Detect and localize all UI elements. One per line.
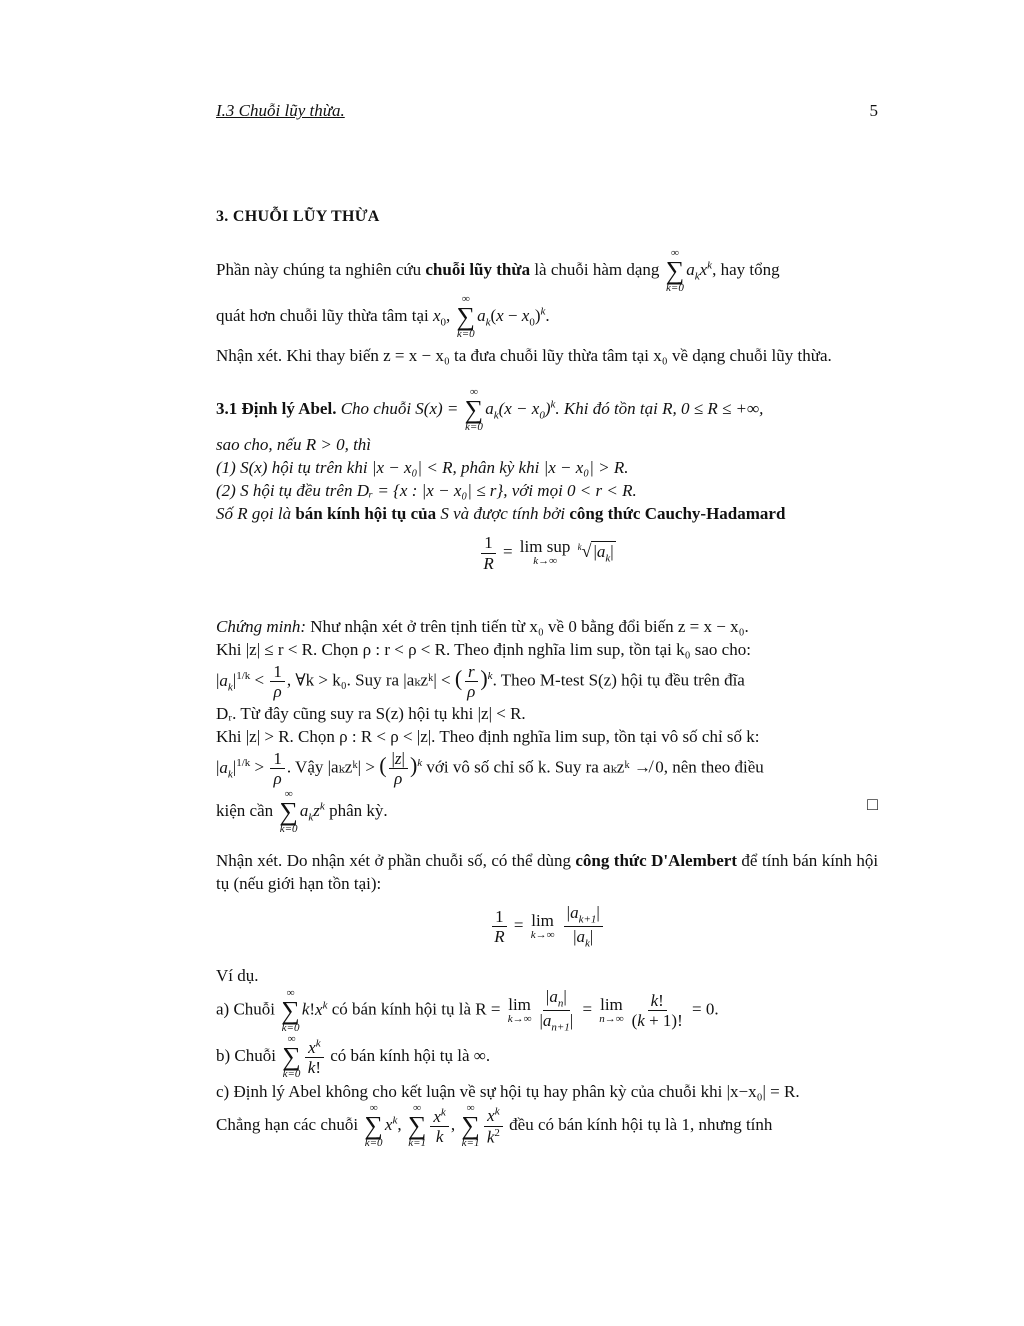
- intro-text-mid: là chuỗi hàm dạng: [534, 259, 660, 279]
- page-body: [216, 205, 878, 1149]
- example-a-start: a) Chuỗi: [216, 999, 276, 1019]
- example-a: a) Chuỗi ∞ ∑ k=0 $k!x^k$ có bán kính hội tụ là R = lim k→∞ $\frac{|a_n|}{|a_{n+1}|}$ = lim n→∞ $\frac{k!}{(k + 1)!}$ = 0.: [216, 986, 719, 1034]
- remark2-text-1: Do nhận xét ở phần chuỗi số, có thể dùng: [286, 851, 571, 871]
- remark2-paragraph: [216, 849, 878, 895]
- sum-symbol: ∞ ∑ k=0: [464, 386, 484, 433]
- remark2-label: Nhận xét.: [216, 851, 283, 871]
- sum-symbol: ∞ ∑ k=1: [461, 1102, 480, 1150]
- proof-line-6: $|a_k|^{1/k}$ > $\frac{1}{\rho}$ . Vậy |aₖzᵏ| > ( $\frac{|z|}{\rho}$ )$^k$ với vô số chỉ số k. Suy ra aₖzᵏ ↛ 0, nên theo điều: [216, 748, 764, 789]
- example-b: b) Chuỗi ∞ ∑ k=0 $\frac{x^k}{k!}$ có bán kính hội tụ là ∞.: [216, 1033, 491, 1081]
- example-c-end: đều có bán kính hội tụ là 1, nhưng tính: [509, 1115, 773, 1135]
- proof-label: Chứng minh:: [216, 617, 307, 637]
- theorem-item-2: (2) S hội tụ đều trên Dᵣ = {x : |x − x₀| ≤ r}, với mọi 0 < r < R.: [216, 481, 637, 500]
- example-a-mid: có bán kính hội tụ là R =: [331, 999, 501, 1019]
- example-c-start: Chẳng hạn các chuỗi: [216, 1115, 359, 1135]
- proof-text-3b: . Theo M-test S(z) hội tụ đều trên đĩa: [492, 670, 745, 690]
- page-number: 5: [869, 101, 878, 120]
- proof-line-5: Khi |z| > R. Chọn ρ : R < ρ < |z|. Theo định nghĩa lim sup, tồn tại vô số chỉ số k:: [216, 727, 760, 747]
- sum-symbol: ∞ ∑ k=1: [407, 1102, 427, 1150]
- theorem-bold-1: bán kính hội tụ của: [295, 504, 437, 523]
- proof-line-4: Dᵣ. Từ đây cũng suy ra S(z) hội tụ khi |z| < R.: [216, 704, 526, 724]
- example-c-1: c) Định lý Abel không cho kết luận về sự hội tụ hay phân kỳ của chuỗi khi |x−x₀| = R.: [216, 1082, 800, 1102]
- intro-text: Phần này chúng ta nghiên cứu: [216, 259, 422, 279]
- theorem-text-3: sao cho, nếu R > 0, thì: [216, 435, 372, 454]
- theorem-text-5: S và được tính bởi: [440, 504, 566, 523]
- running-header: [216, 101, 878, 121]
- sum-symbol: ∞ ∑ k=0: [279, 788, 298, 836]
- proof-line-7: kiện cần ∞ ∑ k=0 $a_kz^k$ phân kỳ. □: [216, 788, 878, 836]
- theorem-text-4: Số R gọi là: [216, 504, 292, 523]
- proof-line-3: $|a_k|^{1/k}$ < $\frac{1}{\rho}$ , ∀k > k₀. Suy ra |aₖzᵏ| < ( $\frac{r}{\rho}$ )$^k$. Theo M-test S(z) hội tụ đều trên đĩa: [216, 661, 745, 702]
- remark-label: Nhận xét.: [216, 346, 283, 365]
- intro-paragraph: Phần này chúng ta nghiên cứu chuỗi lũy thừa là chuỗi hàm dạng ∞ ∑ k=0 $a_kx^k$, hay tổng quát hơn chuỗi lũy thừa tâm tại $x_0$, ∞ ∑ k=0 $a_k(x - x_0)^k$.: [216, 247, 780, 340]
- dalembert-formula: $\frac{1}{R}$ = lim k→∞ $\frac{|a_{k+1}|}{|a_k|}$: [216, 903, 878, 950]
- example-c-2: Chẳng hạn các chuỗi ∞ ∑ k=0 $x^k$, ∞ ∑ k=1 $\frac{x^k}{k}$ , ∞ ∑ k=1 $\frac{x^k}{k^2}$ đều có bán kính hội tụ là 1, nhưng tính: [216, 1102, 773, 1150]
- proof-text-6a: . Vậy |aₖzᵏ| >: [286, 757, 375, 777]
- example-b-start: b) Chuỗi: [216, 1046, 276, 1066]
- theorem-block: 3.1 Định lý Abel. Cho chuỗi S(x) = ∞ ∑ k=0 $a_k(x - x_0)^k$. Khi đó tồn tại R, 0 ≤ R ≤ +∞, sao cho, nếu R > 0, thì (1) S(x) hội tụ trên khi |x − x₀| < R, phân kỳ khi |x − x₀| > R. (2) S hội tụ đều trên Dᵣ = {x : |x − x₀| ≤ r}, với mọi 0 < r < R. Số R gọi là bán kính hội tụ của S và được tính bởi công thức Cauchy-Hadamard: [216, 386, 786, 523]
- remark-text: Khi thay biến z = x − x₀ ta đưa chuỗi lũy thừa tâm tại x₀ về dạng chuỗi lũy thừa.: [286, 346, 832, 365]
- proof-text-7a: kiện cần: [216, 801, 274, 821]
- example-a-end: = 0.: [692, 999, 719, 1019]
- proof-line-2: Khi |z| ≤ r < R. Chọn ρ : r < ρ < R. Theo định nghĩa lim sup, tồn tại k₀ sao cho:: [216, 640, 751, 660]
- example-b-end: có bán kính hội tụ là ∞.: [330, 1046, 491, 1066]
- examples-label: Ví dụ.: [216, 966, 259, 986]
- proof-text-1: Như nhận xét ở trên tịnh tiến từ x₀ về 0 bằng đổi biến z = x − x₀.: [310, 617, 749, 637]
- header-title: I.3 Chuỗi lũy thừa.: [216, 101, 345, 120]
- remark2-bold: công thức D'Alembert: [575, 851, 737, 871]
- sum-symbol: ∞ ∑ k=0: [665, 247, 685, 294]
- sum-symbol: ∞ ∑ k=0: [281, 986, 300, 1034]
- theorem-bold-2: công thức Cauchy-Hadamard: [569, 504, 786, 523]
- sum-symbol: ∞ ∑ k=0: [456, 293, 476, 340]
- section-heading: 3. CHUỖI LŨY THỪA: [216, 208, 380, 225]
- remark-paragraph: [216, 344, 878, 367]
- proof-line-1: [216, 615, 878, 638]
- proof-text-6b: với vô số chỉ số k. Suy ra aₖzᵏ ↛ 0, nên theo điều: [426, 757, 764, 777]
- theorem-text: Cho chuỗi S(x) =: [340, 398, 459, 418]
- qed-symbol: □: [867, 794, 878, 815]
- theorem-label: 3.1 Định lý Abel.: [216, 398, 337, 418]
- intro-text-end: , hay tổng: [712, 259, 780, 279]
- proof-text-7b: phân kỳ.: [329, 801, 388, 821]
- proof-text-3a: , ∀k > k₀. Suy ra |aₖzᵏ| <: [286, 670, 451, 690]
- theorem-text-2: . Khi đó tồn tại R, 0 ≤ R ≤ +∞,: [555, 398, 764, 418]
- intro-text-2: quát hơn chuỗi lũy thừa tâm tại: [216, 305, 429, 325]
- cauchy-hadamard-formula: $\frac{1}{R}$ = lim sup k→∞ $^k$√ $|a_k|$: [216, 533, 878, 573]
- theorem-item-1: (1) S(x) hội tụ trên khi |x − x₀| < R, phân kỳ khi |x − x₀| > R.: [216, 458, 629, 477]
- remark2-text-2: để tính bán kính hội tụ (nếu giới hạn tồn tại):: [216, 851, 879, 894]
- sum-symbol: ∞ ∑ k=0: [364, 1102, 383, 1150]
- intro-bold-term: chuỗi lũy thừa: [425, 259, 531, 279]
- sum-symbol: ∞ ∑ k=0: [282, 1033, 301, 1081]
